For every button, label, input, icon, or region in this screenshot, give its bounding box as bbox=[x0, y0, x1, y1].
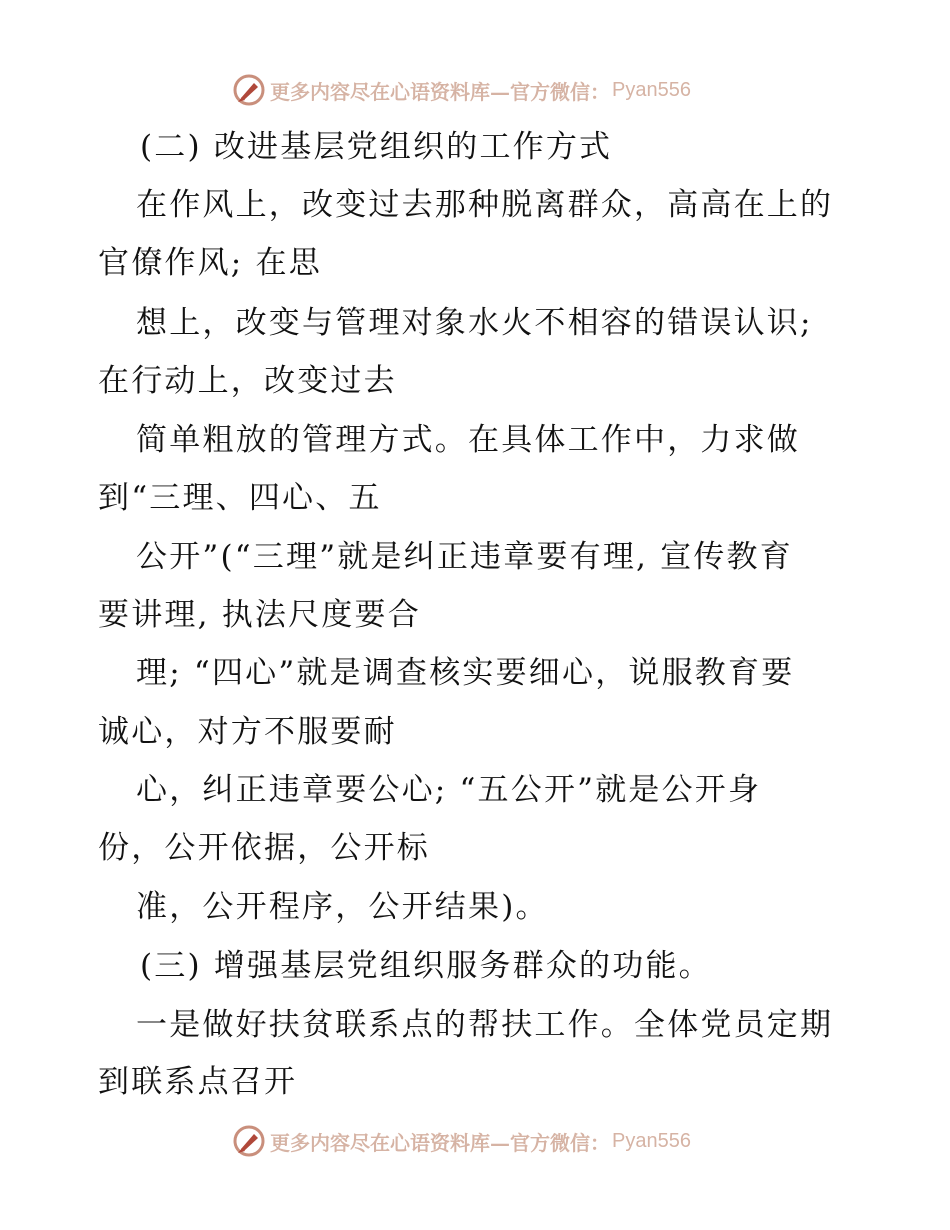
paragraph-line: 一是做好扶贫联系点的帮扶工作。全体党员定期 bbox=[136, 1007, 834, 1043]
paragraph-line: 份，公开依据，公开标 bbox=[98, 830, 430, 866]
paragraph-line: 准，公开程序，公开结果)。 bbox=[136, 889, 549, 925]
paragraph-line: 在行动上，改变过去 bbox=[98, 363, 397, 399]
watermark-banner-top bbox=[232, 72, 691, 108]
heading-section-3: (三) 增强基层党组织服务群众的功能。 bbox=[140, 948, 712, 984]
watermark-text: 更多内容尽在心语资料库—官方微信： bbox=[270, 1130, 610, 1155]
paragraph-line: 想上，改变与管理对象水火不相容的错误认识; bbox=[136, 305, 813, 341]
paragraph-line: 公开”(“三理”就是纠正违章要有理, 宣传教育 bbox=[136, 539, 793, 575]
paragraph-line: 在作风上，改变过去那种脱离群众，高高在上的 bbox=[136, 187, 834, 223]
watermark-id: Pyan556 bbox=[612, 78, 691, 101]
paragraph-line: 诚心，对方不服要耐 bbox=[98, 714, 397, 750]
watermark-text: 更多内容尽在心语资料库—官方微信： bbox=[270, 79, 610, 104]
paragraph-line: 简单粗放的管理方式。在具体工作中，力求做 bbox=[136, 422, 800, 458]
paragraph-line: 心，纠正违章要公心; “五公开”就是公开身 bbox=[136, 772, 762, 808]
paragraph-line: 理; “四心”就是调查核实要细心，说服教育要 bbox=[136, 655, 795, 691]
paragraph-line: 到“三理、四心、五 bbox=[98, 480, 382, 516]
watermark-banner-bottom bbox=[232, 1123, 691, 1159]
paragraph-line: 要讲理, 执法尺度要合 bbox=[98, 597, 421, 633]
paragraph-line: 官僚作风; 在思 bbox=[98, 245, 322, 281]
pen-nib-logo-icon bbox=[232, 73, 266, 107]
watermark-id: Pyan556 bbox=[612, 1129, 691, 1152]
paragraph-line: 到联系点召开 bbox=[98, 1064, 298, 1100]
pen-nib-logo-icon bbox=[232, 1124, 266, 1158]
heading-section-2: (二) 改进基层党组织的工作方式 bbox=[140, 129, 613, 165]
